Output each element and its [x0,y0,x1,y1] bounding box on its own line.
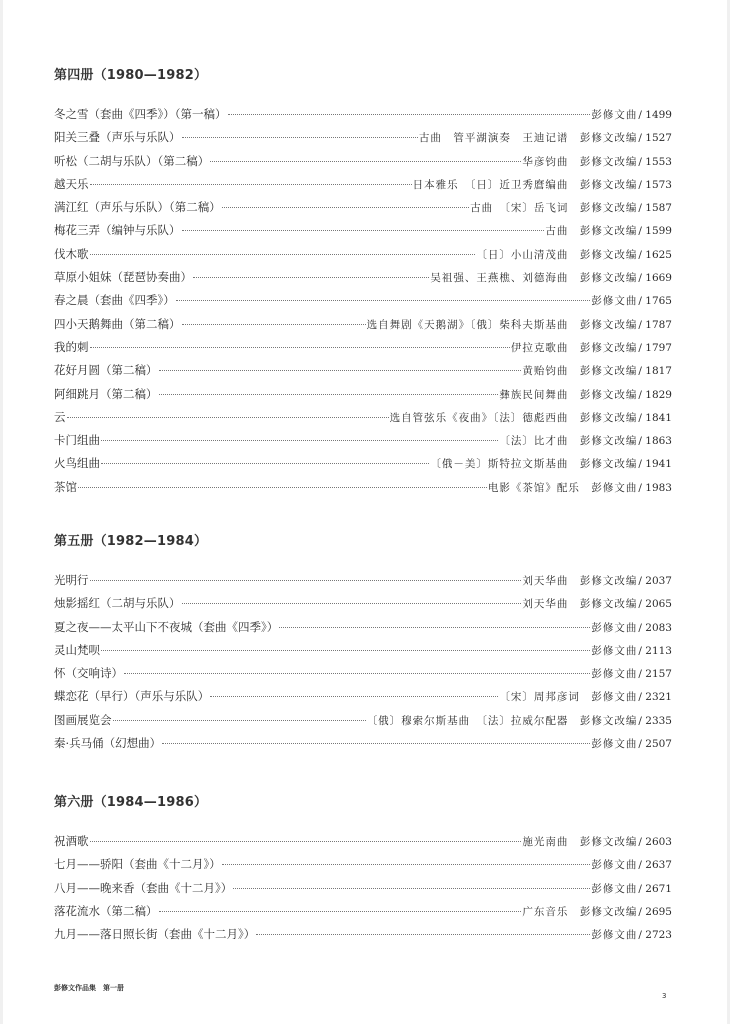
toc-entry[interactable] [54,709,672,732]
dot-leader [222,207,469,208]
footer-book-title: 彭修文作品集 第一册 [54,984,124,992]
entry-page-number: / 1527 [638,132,672,145]
entry-page-number: / 2695 [638,905,672,918]
toc-entry[interactable] [54,336,672,359]
entry-page-number: / 2113 [638,644,672,657]
entry-credit: 古曲 管平湖演奏 王迪记谱 彭修文改编 [418,132,638,145]
entry-page-number: / 1499 [638,109,672,121]
entry-credit: 〔日〕小山清茂曲 彭修文改编 [476,248,638,261]
entry-page-number: / 1669 [638,272,672,285]
dot-leader [78,487,487,488]
dot-leader [124,673,590,674]
entry-title: 火鸟组曲 [54,456,100,471]
entry-credit: 电影《茶馆》配乐 彭修文曲 [487,481,638,494]
entry-credit: 彭修文曲 [591,295,638,308]
toc-entry[interactable] [54,383,672,406]
dot-leader [90,254,476,255]
dot-leader [222,864,591,865]
entry-page-number: / 1625 [638,248,672,261]
dot-leader [193,277,429,278]
entry-title: 光明行 [54,573,89,587]
toc-entry[interactable] [54,126,672,149]
toc-entry[interactable] [54,452,672,475]
entry-title: 听松（二胡与乐队）（第二稿） [54,153,210,168]
toc-entry[interactable] [54,196,672,219]
entry-title: 秦·兵马俑（幻想曲） [54,736,162,751]
dot-leader [90,184,412,185]
entry-title: 梅花三弄（编钟与乐队） [54,223,181,238]
entry-title: 春之晨（套曲《四季》） [54,293,175,308]
toc-entry[interactable] [54,266,672,289]
toc-entry[interactable] [54,359,672,382]
entry-page-number: / 1841 [638,411,672,424]
entry-page-number: / 2723 [638,929,672,942]
dot-leader [159,370,522,371]
dot-leader [90,580,522,581]
toc-entry[interactable] [54,150,672,173]
dot-leader [210,696,498,697]
entry-credit: 日本雅乐 〔日〕近卫秀麿编曲 彭修文改编 [412,178,638,191]
dot-leader [90,841,522,842]
entry-credit: 彭修文曲 [591,738,638,751]
entry-page-number: / 1573 [638,178,672,191]
dot-leader [101,463,429,464]
entry-title: 夏之夜——太平山下不夜城（套曲《四季》） [54,619,279,634]
entry-credit: 彭修文曲 [591,644,638,657]
entry-title: 烛影摇红（二胡与乐队） [54,596,181,611]
toc-entry[interactable] [54,243,672,266]
dot-leader [159,911,522,912]
dot-leader [90,347,510,348]
entry-title: 我的刺 [54,339,89,354]
page-edge-left [0,0,3,1024]
entry-page-number: / 2671 [638,882,672,895]
entry-page-number: / 1599 [638,225,672,238]
entry-credit: 彭修文曲 [591,109,638,121]
dot-leader [182,230,545,231]
entry-title: 草原小姐妹（琵琶协奏曲） [54,270,192,285]
toc-entries [54,830,672,946]
toc-section-volume-5 [54,532,672,755]
entry-credit: 施光南曲 彭修文改编 [522,836,638,848]
dot-leader [101,440,498,441]
entry-credit: 黄贻钧曲 彭修文改编 [522,365,638,378]
dot-leader [159,394,499,395]
entry-page-number: / 2335 [638,714,672,727]
entry-title: 阿细跳月（第二稿） [54,386,158,401]
entry-title: 冬之雪（套曲《四季》）（第一稿） [54,107,227,121]
entry-title: 九月——落日照长街（套曲《十二月》） [54,927,256,942]
entry-title: 云 [54,409,66,424]
dot-leader [182,137,418,138]
entry-title: 伐木歌 [54,246,89,261]
entry-credit: 〔宋〕周邦彦词 彭修文曲 [499,691,638,704]
entry-title: 越天乐 [54,176,89,191]
entry-credit: 古曲 彭修文改编 [545,225,638,238]
entry-credit: 吴祖强、王燕樵、刘德海曲 彭修文改编 [430,272,638,285]
entry-page-number: / 2157 [638,668,672,681]
dot-leader [162,743,590,744]
dot-leader [182,324,366,325]
entry-title: 灵山梵呗 [54,642,100,657]
toc-entry[interactable] [54,923,672,946]
dot-leader [233,888,590,889]
entry-title: 怀（交响诗） [54,666,123,681]
entry-credit: 〔法〕比才曲 彭修文改编 [499,435,638,448]
entry-credit: 〔俄〕穆索尔斯基曲 〔法〕拉威尔配器 彭修文改编 [366,714,638,727]
dot-leader [256,934,590,935]
entry-title: 卡门组曲 [54,433,100,448]
entry-page-number: / 1863 [638,435,672,448]
entry-credit: 彝族民间舞曲 彭修文改编 [499,388,638,401]
entry-credit: 古曲 〔宋〕岳飞词 彭修文改编 [470,202,638,215]
dot-leader [279,627,590,628]
entry-page-number: / 2637 [638,859,672,872]
entry-title: 八月——晚来香（套曲《十二月》） [54,880,233,895]
entry-page-number: / 2603 [638,836,672,848]
entry-credit: 彭修文曲 [591,882,638,895]
toc-entry[interactable] [54,616,672,639]
toc-entry[interactable] [54,289,672,312]
toc-entry[interactable] [54,313,672,336]
dot-leader [113,720,366,721]
footer-page-number: 3 [662,992,667,1000]
dot-leader [210,161,521,162]
toc-section-volume-6 [54,793,672,946]
toc-entry[interactable] [54,569,672,592]
entry-credit: 彭修文曲 [591,621,638,634]
entry-title: 祝酒歌 [54,834,89,848]
entry-credit: 选自管弦乐《夜曲》〔法〕德彪西曲 彭修文改编 [389,411,638,424]
entry-credit: 刘天华曲 彭修文改编 [522,598,638,611]
toc-entry[interactable] [54,173,672,196]
toc-entry[interactable] [54,900,672,923]
toc-entry[interactable] [54,219,672,242]
toc-entry[interactable] [54,639,672,662]
toc-entry[interactable] [54,732,672,755]
entry-credit: 伊拉克歌曲 彭修文改编 [510,341,638,354]
entry-credit: 彭修文曲 [591,668,638,681]
entry-page-number: / 2065 [638,598,672,611]
entry-page-number: / 2083 [638,621,672,634]
toc-entry[interactable] [54,476,672,499]
toc-entry[interactable] [54,877,672,900]
entry-page-number: / 2321 [638,691,672,704]
entry-credit: 彭修文曲 [591,859,638,872]
entry-title: 满江红（声乐与乐队）（第二稿） [54,200,221,215]
entry-title: 花好月圆（第二稿） [54,363,158,378]
entry-credit: 彭修文曲 [591,929,638,942]
toc-entries [54,103,672,499]
entry-page-number: / 1941 [638,458,672,471]
entry-page-number: / 1797 [638,341,672,354]
dot-leader [101,650,590,651]
entry-credit: 刘天华曲 彭修文改编 [522,575,638,587]
entry-page-number: / 2507 [638,738,672,751]
entry-page-number: / 1765 [638,295,672,308]
entry-title: 阳关三叠（声乐与乐队） [54,130,181,145]
entry-page-number: / 1553 [638,155,672,168]
entry-page-number: / 1829 [638,388,672,401]
entry-page-number: / 1817 [638,365,672,378]
toc-entry[interactable] [54,662,672,685]
entry-title: 蝶恋花（早行）（声乐与乐队） [54,689,210,704]
toc-entry[interactable] [54,830,672,853]
entry-credit: 华彦钧曲 彭修文改编 [522,155,638,168]
section-title: 第六册（1984—1986） [54,795,208,810]
entry-title: 七月——骄阳（套曲《十二月》） [54,857,221,872]
toc-entry[interactable] [54,592,672,615]
entry-title: 图画展览会 [54,712,112,727]
entry-page-number: / 2037 [638,575,672,587]
entry-title: 茶馆 [54,479,77,494]
toc-entry[interactable] [54,429,672,452]
dot-leader [176,300,591,301]
toc-entries [54,569,672,755]
entry-credit: 〔俄－美〕斯特拉文斯基曲 彭修文改编 [430,458,638,471]
toc-section-volume-4 [54,66,672,499]
entry-title: 四小天鹅舞曲（第二稿） [54,316,181,331]
dot-leader [67,417,389,418]
dot-leader [228,114,591,115]
section-title: 第四册（1980—1982） [54,68,208,83]
entry-page-number: / 1787 [638,318,672,331]
toc-entry[interactable] [54,406,672,429]
entry-title: 落花流水（第二稿） [54,903,158,918]
dot-leader [182,603,522,604]
entry-page-number: / 1983 [638,481,672,494]
toc-entry[interactable] [54,685,672,708]
toc-entry[interactable] [54,103,672,126]
section-title: 第五册（1982—1984） [54,534,208,549]
entry-credit: 广东音乐 彭修文改编 [522,905,638,918]
toc-entry[interactable] [54,853,672,876]
entry-page-number: / 1587 [638,202,672,215]
entry-credit: 选自舞剧《天鹅湖》〔俄〕柴科夫斯基曲 彭修文改编 [366,318,638,331]
